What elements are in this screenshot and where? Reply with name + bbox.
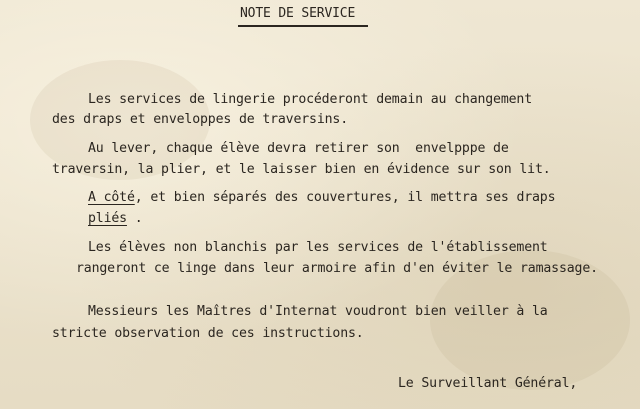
paragraph-4-line-1: Les élèves non blanchis par les services de l'établissement — [88, 240, 548, 255]
paragraph-1-line-2: des draps et enveloppes de traversins. — [52, 112, 349, 127]
underlined-word: pliés — [88, 211, 127, 226]
paragraph-2-line-2: traversin, la plier, et le laisser bien en évidence sur son lit. — [52, 162, 551, 177]
paragraph-2-line-1: Au lever, chaque élève devra retirer son envelpppe de — [88, 141, 509, 156]
paragraph-3-line-2-rest: . — [126, 211, 143, 226]
paragraph-4-line-2: rangeront ce linge dans leur armoire afin d'en éviter le ramassage. — [76, 261, 598, 276]
signature: Le Surveillant Général, — [398, 376, 578, 391]
paragraph-5-line-2: stricte observation de ces instructions. — [52, 326, 364, 341]
paragraph-3-line-1 — [88, 190, 555, 206]
underlined-phrase: A côté — [88, 190, 135, 205]
title-underline — [238, 25, 368, 27]
paragraph-5-line-1: Messieurs les Maîtres d'Internat voudront bien veiller à la — [88, 304, 548, 319]
paragraph-1-line-1: Les services de lingerie procéderont demain au changement — [88, 92, 533, 107]
paragraph-3-line-1-rest: , et bien séparés des couvertures, il mettra ses draps — [134, 190, 556, 205]
document-title: NOTE DE SERVICE — [240, 6, 356, 21]
paragraph-3-line-2 — [88, 211, 143, 227]
